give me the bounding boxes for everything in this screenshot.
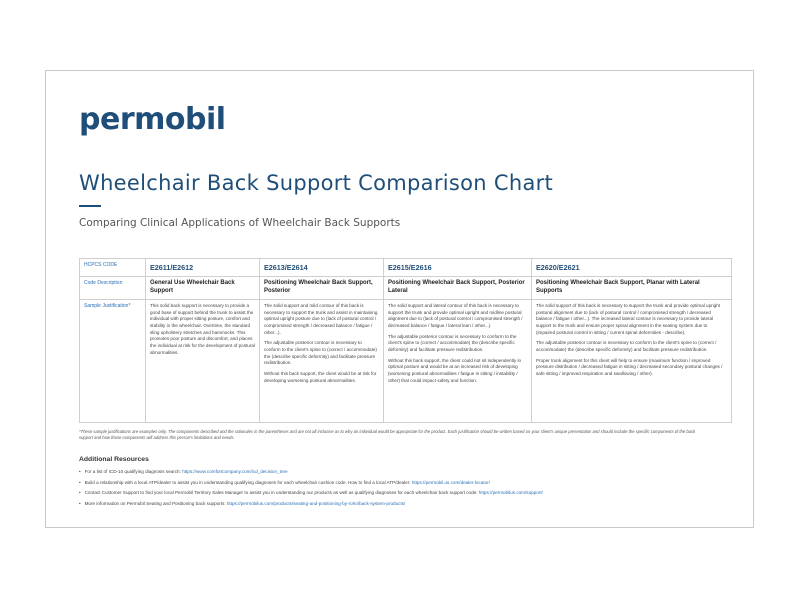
justification-cell (146, 300, 260, 423)
justification-paragraph: The solid support and mild contour of this back is necessary to support the trunk and assist in maintaining optimal upright posture due to (lack of postural control / compromised strength / decreased balance / fatigue / other...). (264, 303, 378, 335)
table-row-description (80, 277, 732, 300)
justification-paragraph: Without this back support, the client could not sit independently in optimal posture and would be at an increased risk of developing (worsening postural abnormalities / fatigue in sitting / instability / other) that could impact safety and function. (388, 357, 522, 383)
row-label-hcpcs: HCPCS CODE (80, 259, 146, 277)
description-cell: Positioning Wheelchair Back Support, Posterior Lateral (384, 277, 532, 300)
table-row-justification (80, 300, 732, 423)
bullet-icon: • (79, 469, 81, 474)
justification-paragraph: Proper trunk alignment for this client will help to ensure (maximum function / improved pressure distribution / decreased fatigue in sitting / decreased secondary postural changes / safe sitting / improved respiration and swallowing / other). (536, 357, 723, 376)
resource-text: For a list of ICD-10 qualifying diagnosis search: (84, 469, 183, 474)
logo-wordmark: permobil (79, 102, 226, 137)
resource-link[interactable]: https://www.comfortcompany.com/icd_decision_tree (182, 469, 288, 474)
justification-paragraph: Without this back support, the client would be at risk for developing worsening postural abnormalities. (264, 370, 377, 383)
list-item (79, 501, 739, 507)
code-cell: E2611/E2612 (146, 259, 260, 277)
justification-cell (532, 300, 732, 423)
page-title: Wheelchair Back Support Comparison Chart (79, 171, 554, 195)
document-page (45, 70, 754, 528)
title-divider (79, 205, 101, 207)
justification-cell (260, 300, 384, 423)
description-cell: Positioning Wheelchair Back Support, Posterior (260, 277, 384, 300)
list-item (79, 480, 739, 486)
resources-list (79, 469, 739, 511)
justification-cell (384, 300, 532, 423)
resource-link[interactable]: https://permobilus.com/products/seating-and-positioning-by-roho/back-system-products/ (226, 500, 406, 506)
bullet-icon: • (79, 479, 81, 485)
bullet-icon: • (79, 500, 81, 506)
resources-heading: Additional Resources (79, 456, 149, 463)
footnote: *These sample justifications are examples only. The components described and the rationales in the parentheses and are not all inclusive as to why an individual would be appropriate for the product. Each justification should be written based on your client's unique presentation and should include the specific components of the back support and how those components will address this person's limitations and needs. (79, 429, 696, 441)
comparison-table (79, 258, 732, 423)
resource-text: Contact Customer Support to find your local Permobil Territory Sales Manager to assist you in understanding our products as well as qualifying diagnoses for each wheelchair back support code: (84, 490, 479, 496)
table-row-hcpcs (80, 259, 732, 277)
justification-paragraph: The adjustable posterior contour is necessary to conform to the client's spine to (correct / accommodate) the (describe specific deformity) and facilitate pressure redistribution. (388, 333, 517, 352)
row-label-description: Code Description (80, 277, 146, 300)
justification-paragraph: This solid back support is necessary to provide a good base of support behind the trunk to assist the individual with proper sitting posture, comfort and stability in the wheelchair. Overtime, the standard sling upholstery stretches and hammocks. This promotes poor posture and discomfort, and places the individual at risk for the development of postural abnormalities. (150, 303, 255, 355)
list-item (79, 490, 739, 496)
resource-link[interactable]: https://permobilus.com/support/ (478, 490, 543, 496)
resource-text: Build a relationship with a local ATP/dealer to assist you in understanding qualifying diagnoses for each wheelchair cushion code. How to find a local ATP/dealer: (84, 479, 412, 485)
justification-paragraph: The solid support of this back is necessary to support the trunk and provide optimal upright postural alignment due to (lack of postural control / compromised strength / decreased balance / fatigue / other...). The increased lateral contour is necessary to provide lateral support to the trunk and ensure proper spinal alignment in the seating system due to (impaired postural control in sitting / current spinal deformities - describe). (536, 303, 721, 335)
justification-paragraph: The adjustable posterior contour is necessary to conform to the client's spine to (correct / accommodate) the (describe specific deformity) and facilitate pressure redistribution. (536, 340, 717, 352)
justification-paragraph: The adjustable posterior contour is necessary to conform to the client's spine to (correct / accommodate) the (describe specific deformity) and facilitate pressure redistribution. (264, 340, 377, 366)
list-item (79, 469, 739, 475)
page-subtitle: Comparing Clinical Applications of Wheelchair Back Supports (79, 217, 401, 229)
description-cell: Positioning Wheelchair Back Support, Planar with Lateral Supports (532, 277, 732, 300)
bullet-icon: • (79, 490, 81, 496)
row-label-justification: Sample Justification* (80, 300, 146, 423)
code-cell: E2620/E2621 (532, 259, 732, 277)
justification-paragraph: The solid support and lateral contour of this back is necessary to support the trunk and provide optimal upright and midline postural alignment due to (lack of postural control / compromised strength / decreased balance / fatigue / lateral lean / other...). (388, 303, 523, 328)
permobil-logo (79, 102, 226, 137)
code-cell: E2615/E2616 (384, 259, 532, 277)
resource-link[interactable]: https://permobil.us.com/dealer-locator/ (411, 479, 490, 485)
description-cell: General Use Wheelchair Back Support (146, 277, 260, 300)
resource-text: More information on Permobil Seating and Positioning back supports: (84, 500, 227, 506)
code-cell: E2613/E2614 (260, 259, 384, 277)
